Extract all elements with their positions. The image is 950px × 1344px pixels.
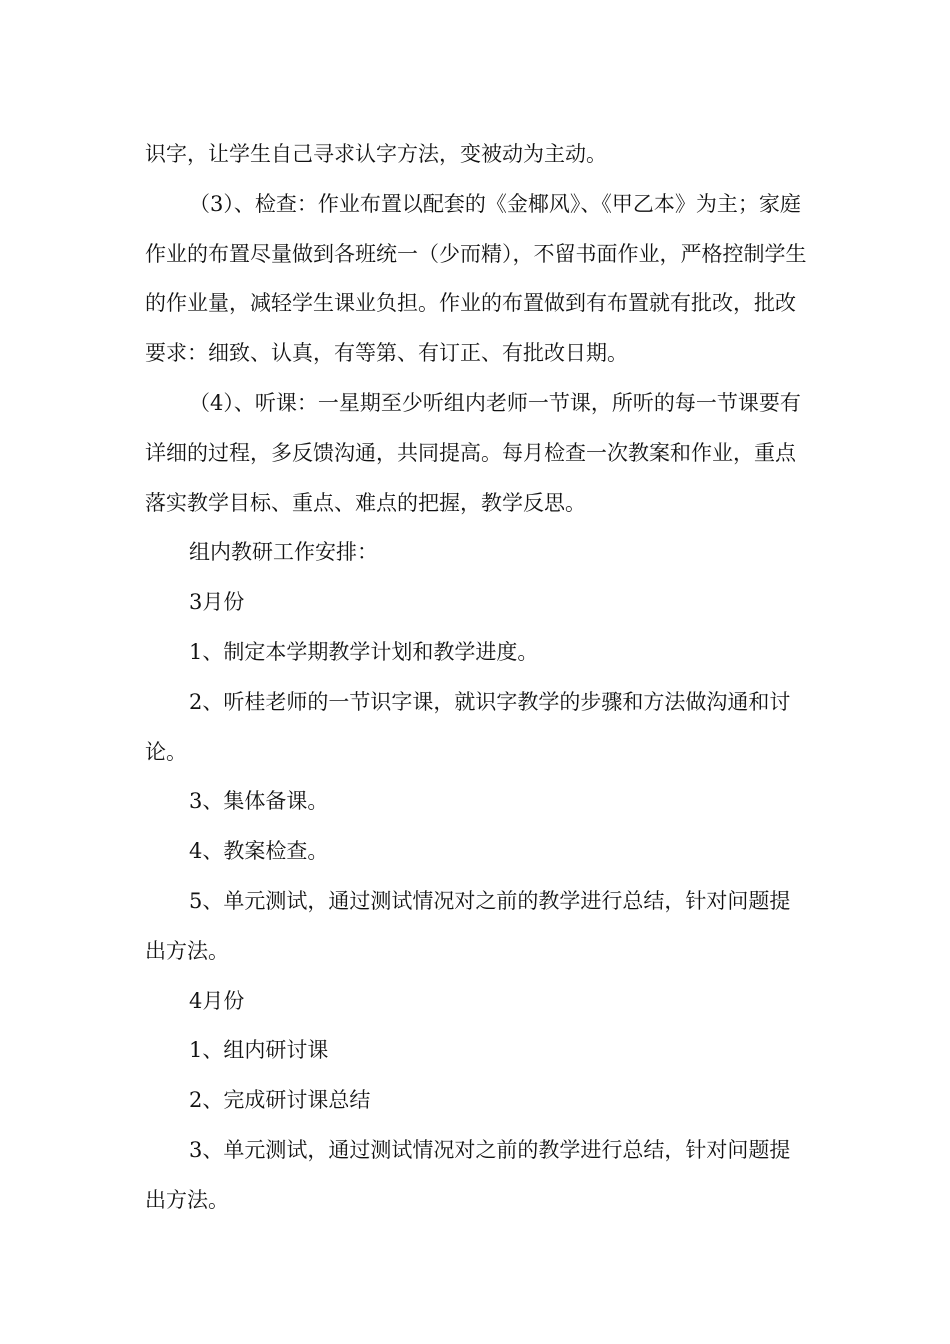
list-item: 1、制定本学期教学计划和教学进度。 [189, 639, 539, 664]
paragraph-lesson-observation: （4）、听课：一星期至少听组内老师一节课，所听的每一节课要有详细的过程，多反馈沟通，共同提高。每月检查一次教案和作业，重点落实教学目标、重点、难点的把握，教学反思。 [145, 390, 801, 515]
paragraph-check: （3）、检查：作业布置以配套的《金椰风》、《甲乙本》为主；家庭作业的布置尽量做到各班统一（少而精），不留书面作业，严格控制学生的作业量，减轻学生课业负担。作业的布置做到有布置就有批改，批改要求：细致、认真，有等第、有订正、有批改日期。 [145, 191, 807, 366]
month-heading-april: 4月份 [189, 988, 245, 1013]
list-item: 3、单元测试，通过测试情况对之前的教学进行总结，针对问题提出方法。 [145, 1137, 791, 1212]
list-item: 1、组内研讨课 [189, 1038, 329, 1063]
list-item: 2、听桂老师的一节识字课，就识字教学的步骤和方法做沟通和讨论。 [145, 689, 791, 764]
list-item: 2、完成研讨课总结 [189, 1088, 371, 1113]
section-heading-schedule: 组内教研工作安排： [189, 540, 378, 565]
month-heading-march: 3月份 [189, 590, 245, 615]
list-item: 4、教案检查。 [189, 839, 329, 864]
list-item: 3、集体备课。 [189, 789, 329, 814]
list-item: 5、单元测试，通过测试情况对之前的教学进行总结，针对问题提出方法。 [145, 888, 791, 963]
document-body [145, 130, 810, 1226]
paragraph-continuation: 识字，让学生自己寻求认字方法，变被动为主动。 [145, 142, 607, 166]
